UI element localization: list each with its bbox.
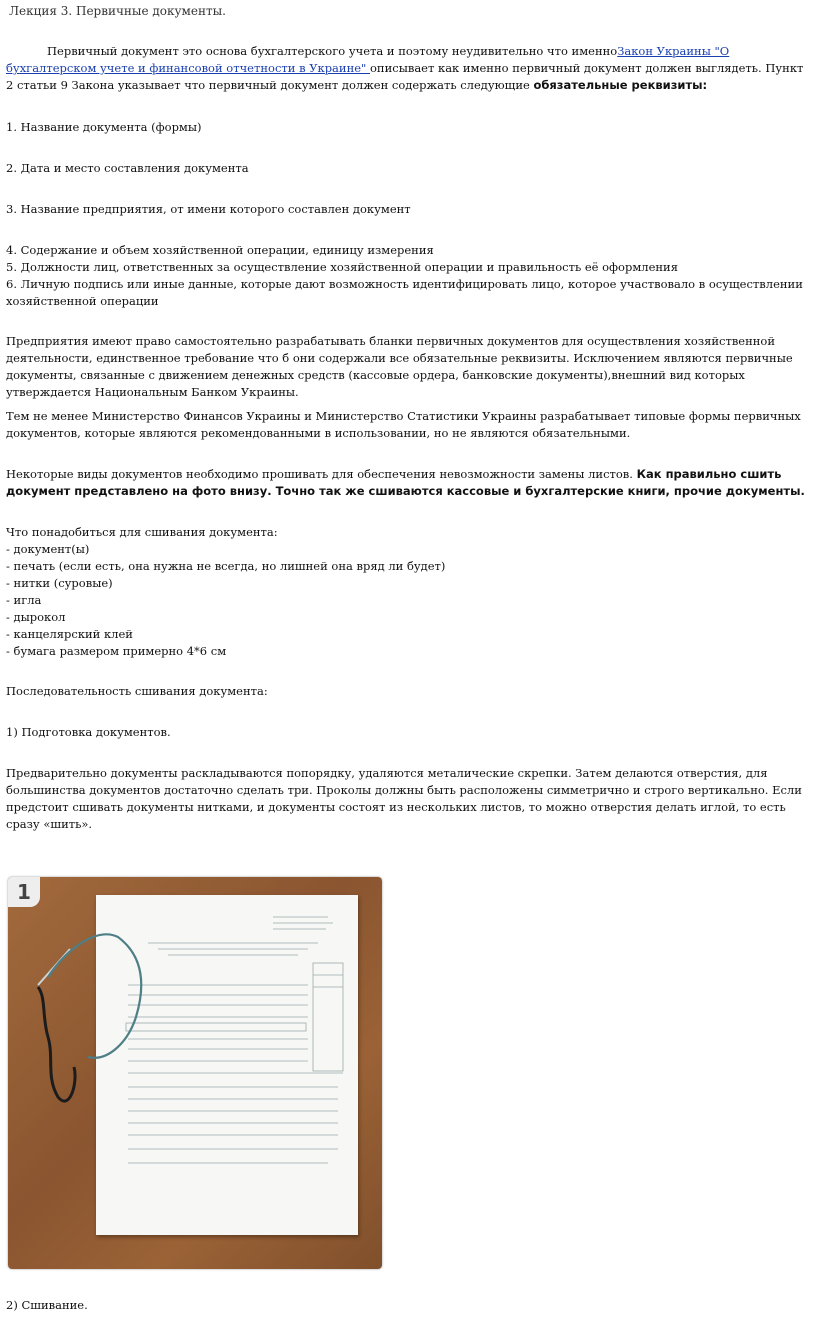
- intro-paragraph: [6, 43, 806, 94]
- stitching-paragraph: [6, 466, 806, 500]
- needed-item-stamp: - печать (если есть, она нужна не всегда, но лишней она вряд ли будет): [6, 559, 446, 573]
- step1-paragraph: Предварительно документы раскладываются попорядку, удаляются металические скрепки. Затем делаются отверстия, для большинства документов достаточно сделать три. Проколы должны быть расположены симметрично и строго вертикально. Если предстоит сшивать документы нитками, и документы состоят из нескольких листов, то можно отверстия делать иглой, то есть сразу «шить».: [6, 766, 802, 831]
- needed-title: Что понадобиться для сшивания документа:: [6, 525, 278, 539]
- step1-title: 1) Подготовка документов.: [6, 725, 171, 739]
- needed-item-puncher: - дырокол: [6, 610, 66, 624]
- ministry-paragraph: Тем не менее Министерство Финансов Украины и Министерство Статистики Украины разрабатывает типовые формы первичных документов, которые являются рекомендованными в использовании, но не являются обязательными.: [6, 409, 801, 440]
- sequence-title: Последовательность сшивания документа:: [6, 684, 268, 698]
- law-link[interactable]: Закон Украины "О бухгалтерском учете и финансовой отчетности в Украине": [6, 44, 730, 75]
- step2-title: 2) Сшивание.: [6, 1298, 88, 1312]
- needed-item-thread: - нитки (суровые): [6, 576, 113, 590]
- intro-text-start: Первичный документ это основа бухгалтерского учета и поэтому неудивительно что именно: [47, 44, 618, 58]
- needed-item-glue: - канцелярский клей: [6, 627, 133, 641]
- thread-icon: [48, 934, 141, 1057]
- requisite-item-6: 6. Личную подпись или иные данные, которые дают возможность идентифицировать лицо, которое участвовало в осуществлении хозяйственной операции: [6, 277, 803, 308]
- stitching-bold-text: Как правильно сшить документ представлено на фото внизу. Точно так же сшиваются кассовые и бухгалтерские книги, прочие документы.: [6, 467, 805, 498]
- intro-text-end: описывает как именно первичный документ должен выглядеть. Пункт 2 статьи 9 Закона указывает что первичный документ должен содержать следующие: [6, 61, 804, 92]
- photo-step-number: 1: [8, 877, 40, 907]
- requisite-item-1: 1. Название документа (формы): [6, 120, 202, 134]
- lecture-title: Лекция 3. Первичные документы.: [9, 4, 226, 18]
- stitching-text: Некоторые виды документов необходимо прошивать для обеспечения невозможности замены листов.: [6, 467, 637, 481]
- dark-thread-icon: [38, 987, 75, 1101]
- required-requisites-label: обязательные реквизиты:: [533, 78, 708, 92]
- requisite-item-5: 5. Должности лиц, ответственных за осуществление хозяйственной операции и правильность её оформления: [6, 260, 678, 274]
- requisite-item-3: 3. Название предприятия, от имени которого составлен документ: [6, 202, 411, 216]
- needed-item-document: - документ(ы): [6, 542, 90, 556]
- needed-item-needle: - игла: [6, 593, 42, 607]
- needed-item-paper: - бумага размером примерно 4*6 см: [6, 644, 227, 658]
- requisite-item-4: 4. Содержание и объем хозяйственной операции, единицу измерения: [6, 243, 434, 257]
- requisite-item-2: 2. Дата и место составления документа: [6, 161, 249, 175]
- sheet-form-drawing: [8, 877, 382, 1269]
- stitching-photo: [8, 877, 382, 1269]
- forms-paragraph: Предприятия имеют право самостоятельно разрабатывать бланки первичных документов для осуществления хозяйственной деятельности, единственное требование что б они содержали все обязательные реквизиты. Исключением являются первичные документы, связанные с движением денежных средств (кассовые ордера, банковские документы),внешний вид которых утверждается Национальным Банком Украины.: [6, 334, 793, 399]
